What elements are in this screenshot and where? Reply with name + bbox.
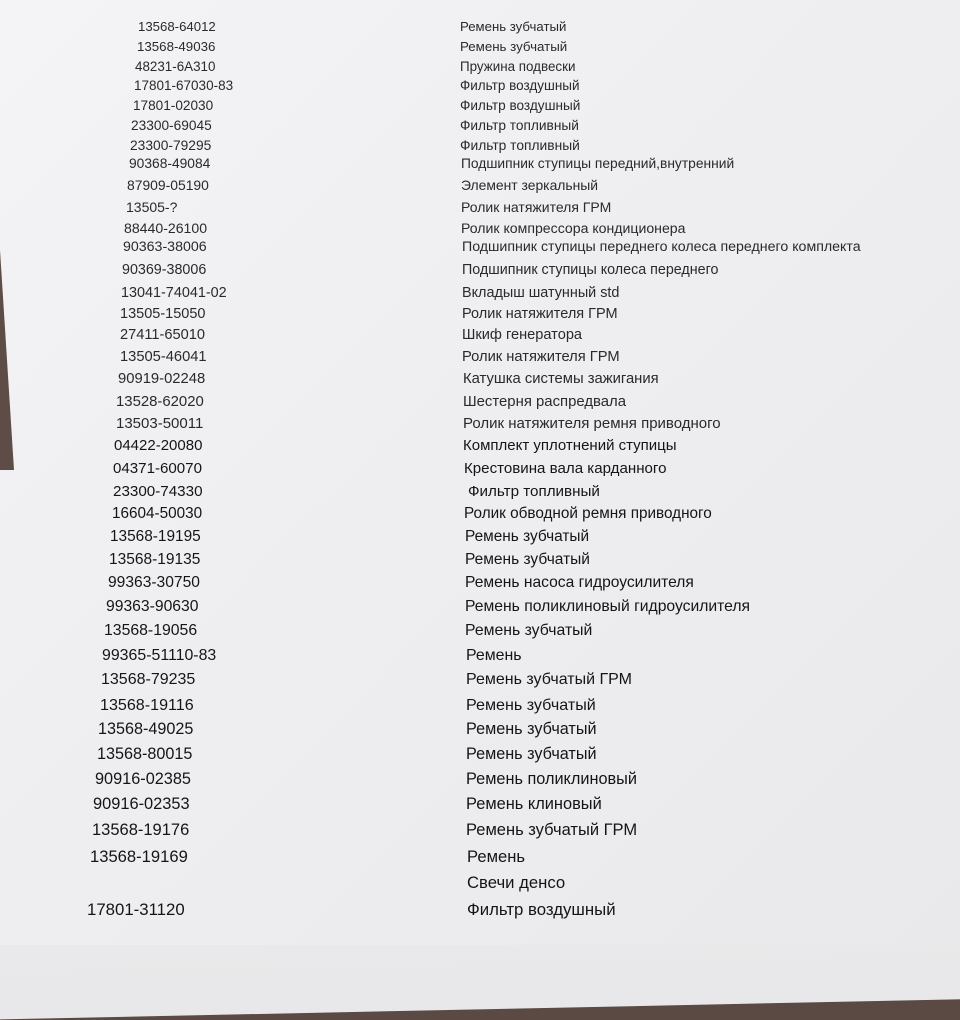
part-name: Ролик натяжителя ремня приводного xyxy=(463,415,721,432)
part-name: Фильтр топливный xyxy=(460,138,580,153)
part-code: 90916-02385 xyxy=(95,770,191,788)
list-item xyxy=(0,902,960,928)
part-name: Фильтр воздушный xyxy=(460,98,581,113)
part-name: Ремень зубчатый xyxy=(465,551,590,568)
part-name: Ремень зубчатый xyxy=(466,696,596,714)
part-code: 13568-19195 xyxy=(110,528,201,545)
part-code: 13568-79235 xyxy=(101,671,196,688)
part-code: 99363-30750 xyxy=(108,574,200,591)
part-name: Ремень зубчатый ГРМ xyxy=(466,821,638,839)
part-name: Ремень поликлиновый гидроусилителя xyxy=(465,598,751,615)
part-code: 13505-? xyxy=(126,199,178,215)
part-name: Комплект уплотнений ступицы xyxy=(463,437,677,454)
list-item xyxy=(0,721,960,747)
list-item xyxy=(0,822,960,848)
part-code: 88440-26100 xyxy=(124,220,208,236)
part-name: Пружина подвески xyxy=(460,59,576,74)
list-item xyxy=(0,849,960,875)
part-name: Крестовина вала карданного xyxy=(464,460,667,477)
part-name: Ремень зубчатый xyxy=(465,528,590,545)
part-code: 13568-19056 xyxy=(104,622,198,639)
part-name: Ремень xyxy=(467,847,526,866)
part-name: Ремень xyxy=(466,647,522,664)
part-name: Фильтр топливный xyxy=(460,118,579,133)
part-code: 13568-49025 xyxy=(98,720,194,738)
part-name: Подшипник ступицы переднего колеса переднего комплекта xyxy=(462,239,861,255)
part-code: 04422-20080 xyxy=(114,437,203,454)
part-name: Ремень поликлиновый xyxy=(466,770,637,788)
part-code: 13568-80015 xyxy=(97,745,193,763)
part-name: Подшипник ступицы передний,внутренний xyxy=(461,156,735,171)
part-code: 90369-38006 xyxy=(122,262,207,278)
part-code: 13041-74041-02 xyxy=(121,285,227,301)
part-code: 13528-62020 xyxy=(116,394,204,410)
part-code: 90916-02353 xyxy=(93,795,190,813)
part-code: 13503-50011 xyxy=(116,415,204,432)
part-code: 04371-60070 xyxy=(113,460,202,477)
part-code: 16604-50030 xyxy=(112,505,203,522)
list-item xyxy=(0,771,960,797)
part-code: 87909-05190 xyxy=(127,177,209,193)
part-code: 13568-64012 xyxy=(138,19,216,34)
part-name: Ремень зубчатый ГРМ xyxy=(466,671,632,688)
part-name: Вкладыш шатунный std xyxy=(462,285,620,301)
part-name: Ремень зубчатый xyxy=(466,745,597,763)
part-name: Катушка системы зажигания xyxy=(463,371,659,387)
part-code: 99363-90630 xyxy=(106,598,199,615)
part-code: 90363-38006 xyxy=(123,239,207,255)
part-name: Шкиф генератора xyxy=(462,327,583,343)
part-name: Ролик компрессора кондиционера xyxy=(461,220,686,236)
part-name: Элемент зеркальный xyxy=(461,177,599,193)
part-name: Ремень насоса гидроусилителя xyxy=(465,574,694,591)
part-code: 13568-19176 xyxy=(92,821,190,839)
part-code: 23300-74330 xyxy=(113,483,203,500)
part-code: 13568-19169 xyxy=(90,847,188,866)
list-item xyxy=(0,796,960,822)
part-code: 99365-51110-83 xyxy=(102,647,217,664)
part-code: 27411-65010 xyxy=(120,327,205,343)
part-code: 17801-67030-83 xyxy=(134,78,234,93)
part-code: 23300-69045 xyxy=(131,118,212,133)
part-name: Ролик натяжителя ГРМ xyxy=(462,306,618,322)
part-code: 23300-79295 xyxy=(130,138,212,153)
part-name: Шестерня распредвала xyxy=(463,394,627,410)
part-name: Ремень зубчатый xyxy=(465,622,593,639)
part-code: 17801-31120 xyxy=(87,900,185,919)
part-code: 13505-15050 xyxy=(120,306,206,322)
part-code: 13568-19135 xyxy=(109,551,201,568)
list-item xyxy=(0,746,960,772)
part-code: 48231-6A310 xyxy=(135,59,216,74)
part-code: 90919-02248 xyxy=(118,371,206,387)
part-name: Ремень зубчатый xyxy=(460,19,567,34)
part-code: 90368-49084 xyxy=(129,156,211,171)
part-name: Ролик натяжителя ГРМ xyxy=(461,199,612,215)
part-name: Свечи денсо xyxy=(467,873,566,892)
part-name: Фильтр воздушный xyxy=(467,900,616,919)
part-code: 17801-02030 xyxy=(133,98,214,113)
list-item xyxy=(0,623,960,649)
part-name: Фильтр воздушный xyxy=(460,78,580,93)
part-code: 13505-46041 xyxy=(120,349,207,365)
part-name: Фильтр топливный xyxy=(468,483,600,500)
part-name: Ремень зубчатый xyxy=(460,39,568,54)
part-code: 13568-49036 xyxy=(137,39,216,54)
part-name: Ролик обводной ремня приводного xyxy=(464,505,712,522)
part-name: Ролик натяжителя ГРМ xyxy=(462,349,620,365)
part-code: 13568-19116 xyxy=(100,696,194,714)
part-name: Ремень зубчатый xyxy=(466,720,597,738)
list-item xyxy=(0,875,960,901)
part-name: Подшипник ступицы колеса переднего xyxy=(462,262,719,278)
list-item xyxy=(0,672,960,698)
part-name: Ремень клиновый xyxy=(466,795,602,813)
